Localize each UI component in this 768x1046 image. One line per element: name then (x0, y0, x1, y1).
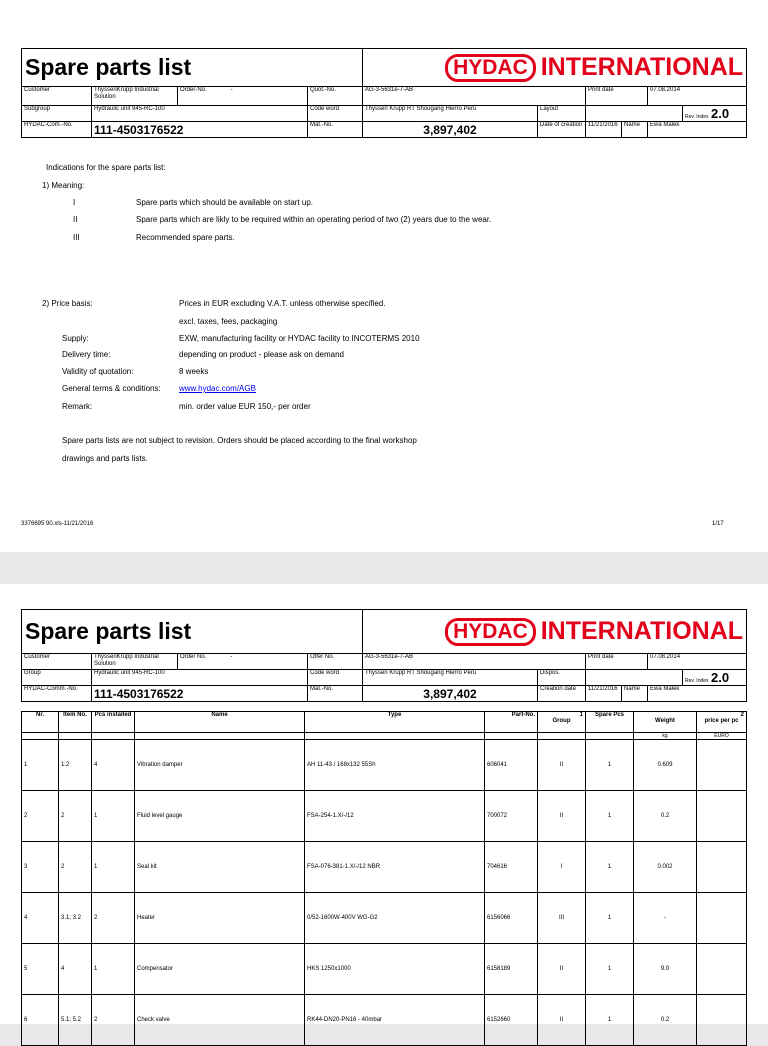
cell-item: 2 (59, 842, 92, 893)
cell-part: 704616 (485, 842, 538, 893)
col-type: Type (305, 712, 485, 733)
cell-nr: 5 (22, 944, 59, 995)
cell-name: Fluid level gauge (135, 791, 305, 842)
cell-pcs: 1 (92, 944, 135, 995)
cell-group: II (538, 944, 586, 995)
col-weight: Weight (655, 718, 675, 724)
customer-label: Customer (22, 87, 92, 106)
table-row (22, 791, 747, 842)
cell-nr: 1 (22, 740, 59, 791)
group-value: Hydraulic unit 945-RC-100 (92, 670, 308, 686)
footer-page: 1/17 (712, 521, 724, 527)
table-units-row (22, 733, 747, 740)
term-value: EXW, manufacturing facility or HYDAC facility to INCOTERMS 2010 (179, 334, 420, 343)
cell-price (697, 740, 747, 791)
agb-link[interactable]: www.hydac.com/AGB (179, 384, 256, 393)
cell-name: Seal kit (135, 842, 305, 893)
term-value: 8 weeks (179, 367, 209, 376)
cell-spare: 1 (586, 893, 634, 944)
cell-part: 6156066 (485, 893, 538, 944)
quot-label: Quot.-No. (308, 87, 363, 106)
order-label: Order No. (180, 654, 207, 660)
col-nr: Nr. (22, 712, 59, 733)
cell-type: FSA-254-1.X/-/12 (305, 791, 485, 842)
cell-pcs: 1 (92, 791, 135, 842)
cell-item: 4 (59, 944, 92, 995)
rev-index-value: 2.0 (711, 670, 730, 685)
cell-name: Heater (135, 893, 305, 944)
com-no-label: HYDAC-Comm.-No. (22, 686, 92, 702)
subgroup-value: Hydraulic unit 945-RC-100 (92, 106, 308, 122)
cell-pcs: 1 (92, 842, 135, 893)
unit-weight: kg (634, 733, 697, 740)
page-title: Spare parts list (22, 610, 363, 654)
col-part-no: Part-No. (485, 712, 538, 733)
term-label: Supply: (62, 334, 89, 343)
dispos-label: Dispos. (538, 670, 586, 686)
cell-nr: 6 (22, 995, 59, 1046)
mat-no-label: Mat.-No. (308, 122, 363, 138)
meaning-code: II (73, 215, 78, 224)
customer-value: ThyssenKrupp Industrial Solution (92, 654, 178, 670)
cell-pcs: 2 (92, 893, 135, 944)
meaning-text: Spare parts which are likly to be required within an operating period of two (2) years due to the wear. (136, 215, 492, 224)
term-label: Delivery time: (62, 350, 111, 359)
code-word-label: Code word (308, 106, 363, 122)
creation-date-label: Date of creation (538, 122, 586, 138)
cell-part: 6152660 (485, 995, 538, 1046)
customer-label: Customer (22, 654, 92, 670)
revision-note: drawings and parts lists. (62, 454, 148, 463)
cell-group: II (538, 791, 586, 842)
cell-group: II (538, 995, 586, 1046)
cell-group: II (538, 740, 586, 791)
cell-nr: 2 (22, 791, 59, 842)
cell-spare: 1 (586, 842, 634, 893)
col-spare-pcs: Spare Pcs (586, 712, 634, 733)
meaning-code: III (73, 233, 80, 242)
table-row (22, 740, 747, 791)
term-value: depending on product - please ask on demand (179, 350, 345, 359)
term-value: Prices in EUR excluding V.A.T. unless otherwise specified. (179, 299, 386, 308)
print-date-value: 07.08.2014 (648, 87, 747, 106)
cell-nr: 3 (22, 842, 59, 893)
cell-weight: 0.002 (634, 842, 697, 893)
hydac-logo: HYDAC INTERNATIONAL (363, 49, 747, 87)
cell-type: 0/52-1600W-400V WG-G2 (305, 893, 485, 944)
table-row (22, 995, 747, 1046)
term-value: excl. taxes, fees, packaging (179, 317, 278, 326)
meaning-text: Recommended spare parts. (136, 233, 235, 242)
meaning-text: Spare parts which should be available on start up. (136, 198, 313, 207)
mat-no-value: 3,897,402 (363, 686, 538, 702)
rev-index-label: Rev. Index (685, 678, 709, 684)
cell-pcs: 4 (92, 740, 135, 791)
header-table (21, 48, 747, 138)
cell-price (697, 893, 747, 944)
mat-no-value: 3,897,402 (363, 122, 538, 138)
cell-price (697, 842, 747, 893)
customer-value: ThyssenKrupp Industrial Solution (92, 87, 178, 106)
table-row (22, 944, 747, 995)
name-label: Name (622, 122, 648, 138)
cell-weight: 0.609 (634, 740, 697, 791)
cell-group: I (538, 842, 586, 893)
cell-pcs: 2 (92, 995, 135, 1046)
cell-spare: 1 (586, 740, 634, 791)
col-group-mark: 1 (579, 712, 583, 718)
cell-name: Compensator (135, 944, 305, 995)
cell-price (697, 791, 747, 842)
term-label: Validity of quotation: (62, 367, 134, 376)
name-value: Ewa Malek (648, 686, 747, 702)
name-value: Ewa Malek (648, 122, 747, 138)
print-date-value: 07.08.2014 (648, 654, 747, 670)
cell-weight: 0.2 (634, 791, 697, 842)
com-no-value: 111-4503176522 (92, 122, 308, 138)
cell-part: 700072 (485, 791, 538, 842)
page-title: Spare parts list (22, 49, 363, 87)
com-no-value: 111-4503176522 (92, 686, 308, 702)
col-item-no: Item No. (59, 712, 92, 733)
page-2 (0, 584, 768, 1024)
cell-item: 2 (59, 791, 92, 842)
col-pcs-installed: Pcs installed (92, 712, 135, 733)
footer-file: 3376695 90.xls-11/21/2016 (21, 521, 94, 527)
table-row (22, 893, 747, 944)
quot-value: AG-3-5631e-7-AB (363, 87, 586, 106)
print-date-label: Print date (586, 654, 648, 670)
rev-index-label: Rev. Index (685, 114, 709, 120)
cell-name: Check valve (135, 995, 305, 1046)
print-date-label: Print date (586, 87, 648, 106)
cell-type: HKS 1250x1000 (305, 944, 485, 995)
indications-title: Indications for the spare parts list: (46, 163, 166, 172)
col-name: Name (135, 712, 305, 733)
cell-item: 3.1; 3.2 (59, 893, 92, 944)
cell-name: Vibration damper (135, 740, 305, 791)
mat-no-label: Mat.-No. (308, 686, 363, 702)
group-label: Group (22, 670, 92, 686)
offer-value: AG-3-5631e-7-AB (363, 654, 586, 670)
creation-date-value: 11/21/2016 (586, 122, 622, 138)
parts-table (21, 711, 747, 1046)
creation-date-value: 11/21/2016 (586, 686, 622, 702)
price-basis-label: 2) Price basis: (42, 299, 93, 308)
header-table (21, 609, 747, 702)
cell-spare: 1 (586, 995, 634, 1046)
code-word-value: Thyssen Krupp RT Shougang Hierro Peru (363, 670, 538, 686)
rev-index-value: 2.0 (711, 106, 730, 121)
order-value: - (230, 87, 233, 93)
cell-item: 1.2 (59, 740, 92, 791)
name-label: Name (622, 686, 648, 702)
revision-note: Spare parts lists are not subject to revision. Orders should be placed according to the final workshop (62, 436, 417, 445)
hydac-logo: HYDAC INTERNATIONAL (363, 610, 747, 654)
cell-weight: - (634, 893, 697, 944)
cell-spare: 1 (586, 944, 634, 995)
cell-group: III (538, 893, 586, 944)
cell-item: 5.1; 5.2 (59, 995, 92, 1046)
cell-type: AH 11-43 / 168x132 55Sh (305, 740, 485, 791)
meaning-code: I (73, 198, 76, 207)
cell-weight: 0.2 (634, 995, 697, 1046)
col-price: price per pc (704, 718, 739, 724)
cell-type: FSA-076-381-1.X/-/12 NBR (305, 842, 485, 893)
table-row (22, 842, 747, 893)
unit-price: EURO (697, 733, 747, 740)
subgroup-label: Subgroup (22, 106, 92, 122)
col-price-mark: 2 (740, 712, 744, 718)
cell-nr: 4 (22, 893, 59, 944)
com-no-label: HYDAC-Com.-No. (22, 122, 92, 138)
cell-spare: 1 (586, 791, 634, 842)
code-word-value: Thyssen Krupp RT Shougang Hierro Peru (363, 106, 538, 122)
offer-label: Offer No. (308, 654, 363, 670)
cell-part: 6158189 (485, 944, 538, 995)
order-label: Order-No. (180, 87, 207, 93)
term-value: min. order value EUR 150,- per order (179, 402, 311, 411)
col-group: Group (552, 718, 571, 724)
cell-part: 606041 (485, 740, 538, 791)
layout-label: Layout (538, 106, 586, 122)
term-label: General terms & conditions: (62, 384, 161, 393)
cell-type: RK44-DN20-PN16 - 40mbar (305, 995, 485, 1046)
table-header-row (22, 712, 747, 733)
cell-price (697, 944, 747, 995)
code-word-label: Code word (308, 670, 363, 686)
term-label: Remark: (62, 402, 93, 411)
creation-date-label: Creation date (538, 686, 586, 702)
meaning-label: 1) Meaning: (42, 181, 85, 190)
cell-weight: 9.0 (634, 944, 697, 995)
cell-price (697, 995, 747, 1046)
order-value: - (230, 654, 233, 660)
